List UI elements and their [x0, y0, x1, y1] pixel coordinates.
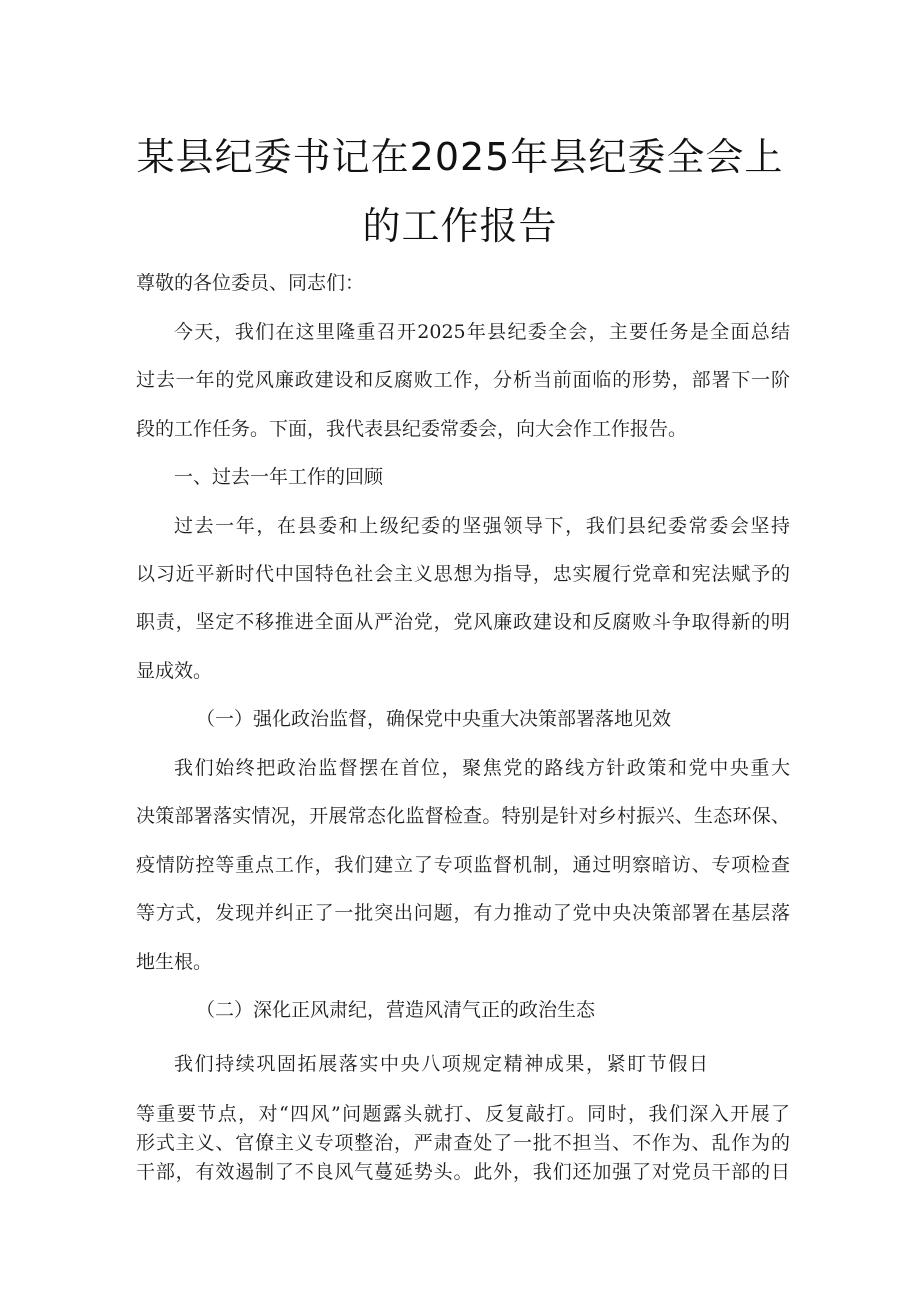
sub2-line-1: 我们持续巩固拓展落实中央八项规定精神成果，紧盯节假日	[174, 1053, 710, 1075]
section1-line-2: 以习近平新时代中国特色社会主义思想为指导，忠实履行党章和宪法赋予的	[136, 563, 790, 585]
intro-line-3: 段的工作任务。下面，我代表县纪委常委会，向大会作工作报告。	[136, 418, 688, 440]
sub2-line-2: 等重要节点，对“四风”问题露头就打、反复敲打。同时，我们深入开展了	[136, 1103, 790, 1125]
intro-line-2: 过去一年的党风廉政建设和反腐败工作，分析当前面临的形势，部署下一阶	[136, 369, 790, 391]
sub1-line-4: 等方式，发现并纠正了一批突出问题，有力推动了党中央决策部署在基层落	[136, 902, 790, 924]
section1-line-3: 职责，坚定不移推进全面从严治党，党风廉政建设和反腐败斗争取得新的明	[136, 611, 790, 633]
section1-line-4: 显成效。	[136, 660, 213, 682]
sub2-line-3: 形式主义、官僚主义专项整治，严肃查处了一批不担当、不作为、乱作为的	[136, 1132, 790, 1154]
sub1-line-1: 我们始终把政治监督摆在首位，聚焦党的路线方针政策和党中央重大	[174, 757, 790, 779]
document-title-line-1: 某县纪委书记在2025年县纪委全会上	[136, 135, 784, 179]
section1-line-1: 过去一年，在县委和上级纪委的坚强领导下，我们县纪委常委会坚持	[174, 515, 790, 537]
sub2-line-4: 干部，有效遏制了不良风气蔓延势头。此外，我们还加强了对党员干部的日	[136, 1161, 790, 1183]
section-heading: 一、过去一年工作的回顾	[174, 466, 384, 488]
document-title-line-2: 的工作报告	[362, 204, 558, 248]
subsection-heading-2: （二）深化正风肃纪，营造风清气正的政治生态	[196, 999, 596, 1021]
sub1-line-5: 地生根。	[136, 951, 213, 973]
sub1-line-2: 决策部署落实情况，开展常态化监督检查。特别是针对乡村振兴、生态环保、	[136, 805, 790, 827]
sub1-line-3: 疫情防控等重点工作，我们建立了专项监督机制，通过明察暗访、专项检查	[136, 854, 790, 876]
salutation: 尊敬的各位委员、同志们：	[136, 272, 365, 294]
intro-line-1: 今天，我们在这里隆重召开2025年县纪委全会，主要任务是全面总结	[174, 321, 790, 343]
subsection-heading-1: （一）强化政治监督，确保党中央重大决策部署落地见效	[196, 708, 672, 730]
